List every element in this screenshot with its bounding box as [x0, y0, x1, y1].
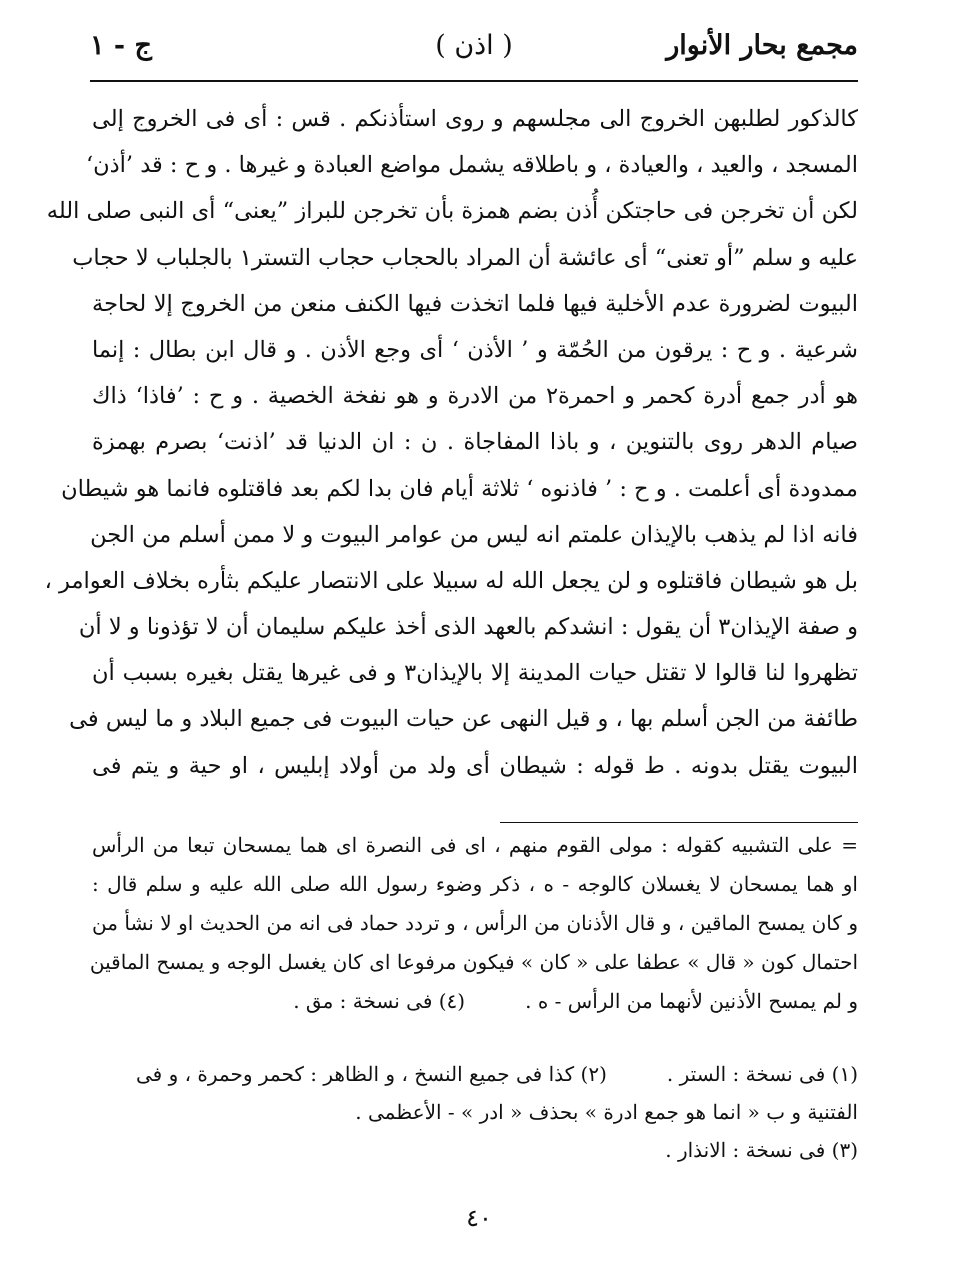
text-line: البيوت لضرورة عدم الأخلية فيها فلما اتخذت فيها الكنف منعن من الخروج إلا لحاجة	[92, 290, 858, 317]
footnote-4: (٤) فى نسخة : مق .	[293, 989, 466, 1013]
text-line: تظهروا لنا قالوا لا تقتل حيات المدينة إلا بالإيذان٣ و فى غيرها يقتل بغيره بسبب أن	[92, 660, 858, 687]
text-line: البيوت يقتل بدونه . ط قوله : شيطان أى ولد من أولاد إبليس ، او حية و يتم فى	[92, 752, 858, 779]
footnotes	[92, 1055, 858, 1169]
text-line: هو أدر جمع أدرة كحمر و احمرة٢ من الادرة و هو نفخة الخصية . و ح : ’فاذا‘ ذاك	[92, 383, 859, 410]
continued-notes	[89, 826, 859, 1021]
text-line: بل هو شيطان فاقتلوه و لن يجعل الله له سبيلا على الانتصار عليكم بثأره بخلاف العوامر ،	[44, 567, 858, 594]
note-line: و لم يمسح الأذنين لأنهما من الرأس - ه .	[525, 989, 858, 1013]
footnote-2-part2: الفتنية و ب « انما هو جمع ادرة » بحذف « ادر » - الأعظمى .	[355, 1100, 858, 1124]
text-line: و صفة الإيذان٣ أن يقول : انشدكم بالعهد الذى أخذ عليكم سليمان أن لا تؤذونا و لا أن	[78, 614, 858, 641]
running-title: مجمع بحار الأنوار	[666, 30, 858, 61]
section-heading: ( اذن )	[435, 30, 513, 61]
footnote-row	[92, 1055, 858, 1093]
volume-label: ج - ١	[90, 30, 152, 61]
page-header	[90, 24, 858, 74]
text-line: لكن أن تخرجن فى حاجتكن أُذن بضم همزة بأن تخرجن للبراز ”يعنى“ أى النبى صلى الله	[46, 198, 858, 225]
text-line: فانه اذا لم يذهب بالإيذان علمتم انه ليس من عوامر البيوت و لا ممن أسلم من الجن	[90, 521, 858, 548]
note-line: و كان يمسح الماقين ، و قال الأذنان من الرأس ، و تردد حماد فى انه من الحديث او لا نشأ من	[92, 911, 859, 935]
text-line: ممدودة أى أعلمت . و ح : ’ فاذنوه ‘ ثلاثة أيام فان بدا لكم بعد فاقتلوه فانما هو شيطان	[61, 475, 858, 502]
main-text	[44, 96, 859, 789]
note-line: احتمال كون « قال » عطفا على « كان » فيكون مرفوعا اى كان يغسل الوجه و يمسح الماقين	[89, 950, 858, 974]
text-line: طائفة من الجن أسلم بها ، و قيل النهى عن حيات البيوت فى جميع البلاد و ما ليس فى	[69, 706, 858, 733]
text-line: صيام الدهر روى بالتنوين ، و باذا المفاجاة . ن : ان الدنيا قد ’اذنت‘ بصرم بهمزة	[92, 429, 858, 456]
text-line: كالذكور لطلبهن الخروج الى مجلسهم و روى استأذنكم . قس : أى فى الخروج إلى	[92, 106, 858, 132]
text-line: شرعية . و ح : يرقون من الحُمّة و ’ الأذن ‘ أى وجع الأذن . و قال ابن بطال : إنما	[92, 336, 858, 363]
footnote-2-part1: (٢) كذا فى جميع النسخ ، و الظاهر : كحمر وحمرة ، و فى	[135, 1062, 607, 1086]
page-number: ٤٠	[466, 1204, 492, 1232]
footnote-3: (٣) فى نسخة : الانذار .	[665, 1138, 858, 1162]
text-line: المسجد ، والعيد ، والعيادة ، و باطلاقه يشمل مواضع العبادة و غيرها . و ح : قد ’أذن‘	[85, 152, 858, 179]
header-rule	[90, 80, 858, 82]
text-line: عليه و سلم ”أو تعنى“ أى عائشة أن المراد بالحجاب حجاب التستر١ بالجلباب لا حجاب	[72, 244, 858, 271]
note-line: او هما يمسحان لا يغسلان كالوجه - ه ، ذكر وضوء رسول الله صلى الله عليه و سلم قال :	[92, 872, 858, 896]
notes-divider	[500, 822, 858, 823]
note-line-with-footnote-4	[92, 982, 858, 1021]
footnote-1: (١) فى نسخة : الستر .	[666, 1062, 858, 1086]
note-line: = على التشبيه كقوله : مولى القوم منهم ، اى فى النصرة اى هما يمسحان تبعا من الرأس	[92, 833, 858, 857]
